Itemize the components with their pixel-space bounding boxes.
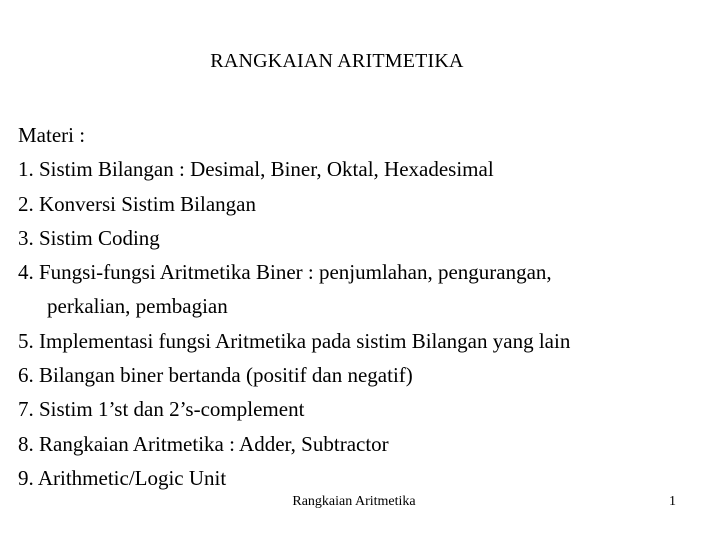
list-item: 4. Fungsi-fungsi Aritmetika Biner : penjumlahan, pengurangan,: [18, 260, 552, 285]
list-item: 5. Implementasi fungsi Aritmetika pada sistim Bilangan yang lain: [18, 328, 571, 353]
footer-title: Rangkaian Aritmetika: [292, 494, 416, 509]
page-number: 1: [669, 494, 676, 509]
list-item: 3. Sistim Coding: [18, 225, 160, 250]
slide-title: RANGKAIAN ARITMETIKA: [210, 50, 464, 72]
list-item-continuation: perkalian, pembagian: [47, 294, 228, 319]
slide-footer: [0, 494, 718, 514]
list-item: 6. Bilangan biner bertanda (positif dan negatif): [18, 363, 413, 388]
list-item: 9. Arithmetic/Logic Unit: [18, 465, 227, 490]
list-item: 8. Rangkaian Aritmetika : Adder, Subtractor: [18, 431, 389, 456]
list-item: 7. Sistim 1’st dan 2’s-complement: [18, 397, 305, 422]
list-item: 1. Sistim Bilangan : Desimal, Biner, Oktal, Hexadesimal: [18, 157, 494, 182]
materi-heading: Materi :: [18, 123, 86, 147]
slide-content: [18, 118, 708, 495]
list-item: 2. Konversi Sistim Bilangan: [18, 191, 256, 216]
